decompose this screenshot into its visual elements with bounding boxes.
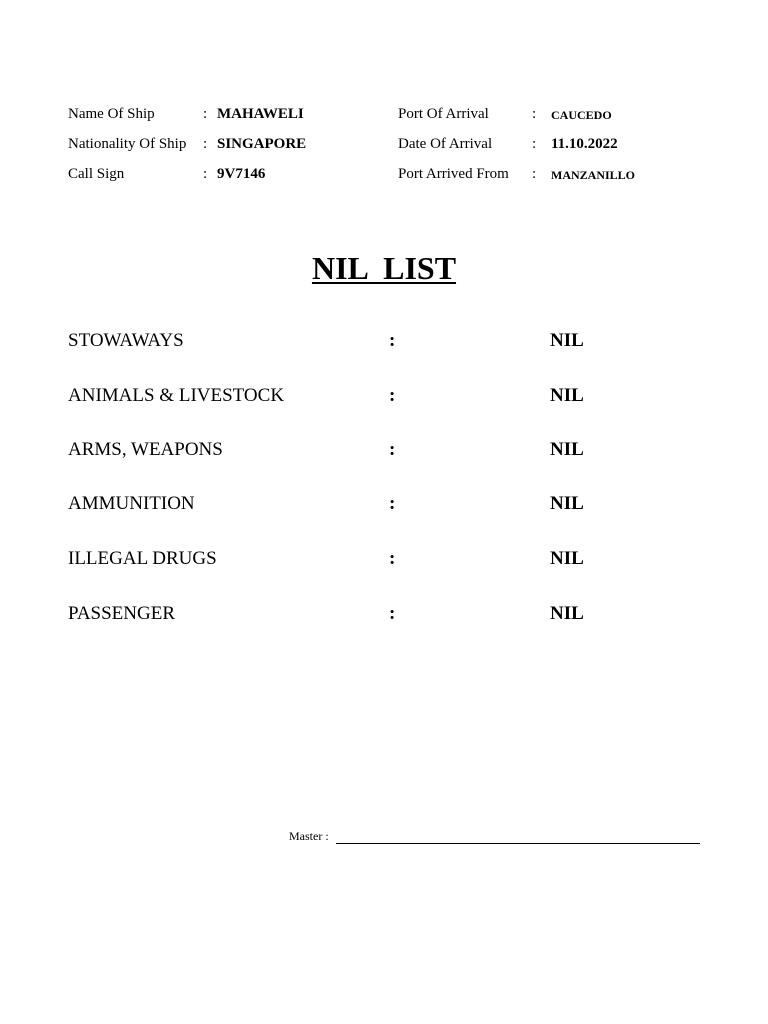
item-name: STOWAWAYS: [68, 330, 184, 351]
call-sign-value: 9V7146: [217, 166, 266, 182]
nil-item-row: [0, 491, 768, 517]
date-of-arrival-label: Date Of Arrival: [398, 136, 493, 152]
nationality-label: Nationality Of Ship: [68, 136, 187, 152]
item-name: AMMUNITION: [68, 493, 195, 514]
item-colon: :: [389, 493, 396, 514]
date-of-arrival-value: 11.10.2022: [551, 136, 618, 152]
item-value: NIL: [550, 548, 584, 569]
item-value: NIL: [550, 493, 584, 514]
item-name: ILLEGAL DRUGS: [68, 548, 217, 569]
item-name: PASSENGER: [68, 603, 176, 624]
item-colon: :: [389, 385, 396, 406]
call-sign-colon: :: [203, 166, 208, 182]
item-name: ARMS, WEAPONS: [68, 439, 223, 460]
nil-item-row: [0, 383, 768, 409]
ship-name-colon: :: [203, 106, 208, 122]
nil-item-row: [0, 437, 768, 463]
ship-name-value: MAHAWELI: [217, 106, 304, 122]
nil-item-row: [0, 546, 768, 572]
item-value: NIL: [550, 385, 584, 406]
item-colon: :: [389, 548, 396, 569]
nil-item-row: [0, 601, 768, 627]
item-value: NIL: [550, 330, 584, 351]
document-title: NIL LIST: [311, 250, 457, 286]
port-arrived-from-colon: :: [532, 166, 537, 182]
nationality-colon: :: [203, 136, 208, 152]
port-arrived-from-label: Port Arrived From: [398, 166, 509, 182]
port-arrived-from-value: MANZANILLO: [551, 168, 636, 182]
port-of-arrival-value: CAUCEDO: [551, 108, 612, 122]
item-colon: :: [389, 603, 396, 624]
item-value: NIL: [550, 603, 584, 624]
port-of-arrival-colon: :: [532, 106, 537, 122]
date-of-arrival-colon: :: [532, 136, 537, 152]
port-of-arrival-label: Port Of Arrival: [398, 106, 489, 122]
item-name: ANIMALS & LIVESTOCK: [68, 385, 285, 406]
master-label: Master :: [289, 829, 329, 843]
call-sign-label: Call Sign: [68, 166, 125, 182]
item-value: NIL: [550, 439, 584, 460]
ship-name-label: Name Of Ship: [68, 106, 155, 122]
nil-item-row: [0, 328, 768, 354]
item-colon: :: [389, 439, 396, 460]
master-signature-line[interactable]: [336, 843, 700, 844]
item-colon: :: [389, 330, 396, 351]
nationality-value: SINGAPORE: [217, 136, 307, 152]
